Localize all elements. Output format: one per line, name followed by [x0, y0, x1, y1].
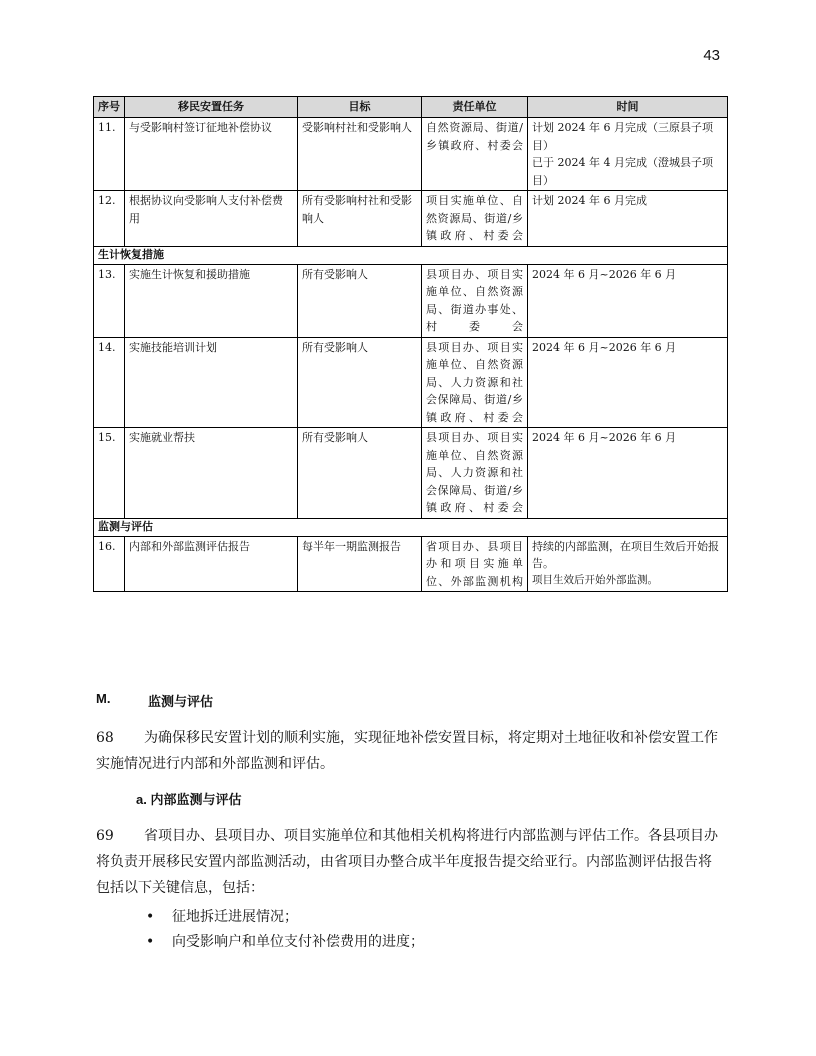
time-line: 2024 年 6 月~2026 年 6 月	[532, 431, 677, 444]
row-task: 根据协议向受影响人支付补偿费用	[125, 191, 298, 247]
row-target: 所有受影响人	[298, 337, 422, 428]
row-time	[528, 191, 728, 247]
time-line: 项目生效后开始外部监测。	[532, 573, 658, 586]
time-line: 计划 2024 年 6 月完成（三原县子项目）	[532, 121, 713, 152]
row-no: 11.	[94, 118, 125, 191]
paragraph-68	[96, 725, 720, 777]
row-unit: 县项目办、项目实施单位、自然资源局、街道办事处、村委会	[422, 264, 528, 337]
row-unit: 项目实施单位、自然资源局、街道/乡镇政府、村委会	[422, 191, 528, 247]
header-time: 时间	[528, 97, 728, 118]
table-row	[94, 428, 728, 519]
paragraph-text: 为确保移民安置计划的顺利实施，实现征地补偿安置目标，将定期对土地征收和补偿安置工作实施情况进行内部和外部监测和评估。	[96, 730, 718, 772]
paragraph-number: 69	[96, 828, 114, 844]
row-time	[528, 337, 728, 428]
row-target: 受影响村社和受影响人	[298, 118, 422, 191]
row-target: 所有受影响村社和受影响人	[298, 191, 422, 247]
header-unit: 责任单位	[422, 97, 528, 118]
table-row	[94, 118, 728, 191]
section-title: 监测与评估	[94, 518, 728, 536]
paragraph-text: 省项目办、县项目办、项目实施单位和其他相关机构将进行内部监测与评估工作。各县项目办将负责开展移民安置内部监测活动，由省项目办整合成半年度报告提交给亚行。内部监测评估报告将包括以下关键信息，包括：	[96, 828, 718, 896]
time-line: 已于 2024 年 4 月完成（澄城县子项目）	[532, 156, 713, 187]
row-task: 实施生计恢复和援助措施	[125, 264, 298, 337]
row-task: 与受影响村签订征地补偿协议	[125, 118, 298, 191]
row-task: 实施就业帮扶	[125, 428, 298, 519]
header-task: 移民安置任务	[125, 97, 298, 118]
section-title: 监测与评估	[148, 694, 214, 709]
row-no: 13.	[94, 264, 125, 337]
subsection-heading: a. 内部监测与评估	[136, 792, 242, 807]
table-row	[94, 191, 728, 247]
row-target: 每半年一期监测报告	[298, 536, 422, 592]
section-row	[94, 518, 728, 536]
row-task: 实施技能培训计划	[125, 337, 298, 428]
bullet-icon: •	[146, 909, 155, 925]
paragraph-number: 68	[96, 730, 114, 746]
row-no: 12.	[94, 191, 125, 247]
row-target: 所有受影响人	[298, 264, 422, 337]
row-no: 16.	[94, 536, 125, 592]
row-time	[528, 428, 728, 519]
row-unit: 自然资源局、街道/乡镇政府、村委会	[422, 118, 528, 191]
list-item	[146, 930, 424, 955]
page-number: 43	[703, 47, 720, 64]
resettlement-plan-table	[93, 96, 728, 592]
time-line: 计划 2024 年 6 月完成	[532, 194, 647, 207]
table-row	[94, 264, 728, 337]
row-no: 14.	[94, 337, 125, 428]
row-unit: 县项目办、项目实施单位、自然资源局、人力资源和社会保障局、街道/乡镇政府、村委会	[422, 337, 528, 428]
section-row	[94, 246, 728, 264]
row-time	[528, 118, 728, 191]
list-item-text: 征地拆迁进展情况；	[172, 909, 298, 925]
row-target: 所有受影响人	[298, 428, 422, 519]
header-no: 序号	[94, 97, 125, 118]
list-item	[146, 905, 424, 930]
bullet-list	[146, 905, 424, 955]
list-item-text: 向受影响户和单位支付补偿费用的进度；	[172, 934, 424, 950]
time-line: 持续的内部监测，在项目生效后开始报告。	[532, 539, 719, 570]
section-title: 生计恢复措施	[94, 246, 728, 264]
time-line: 2024 年 6 月~2026 年 6 月	[532, 267, 677, 281]
row-unit: 省项目办、县项目办和项目实施单位、外部监测机构	[422, 536, 528, 592]
row-time	[528, 264, 728, 337]
bullet-icon: •	[146, 934, 155, 950]
row-task: 内部和外部监测评估报告	[125, 536, 298, 592]
section-heading-m	[96, 691, 214, 709]
row-time	[528, 536, 728, 592]
row-no: 15.	[94, 428, 125, 519]
section-label: M.	[96, 691, 111, 706]
row-unit: 县项目办、项目实施单位、自然资源局、人力资源和社会保障局、街道/乡镇政府、村委会	[422, 428, 528, 519]
time-line: 2024 年 6 月~2026 年 6 月	[532, 340, 677, 354]
table-row	[94, 536, 728, 592]
table-row	[94, 337, 728, 428]
table-header-row	[94, 97, 728, 118]
header-target: 目标	[298, 97, 422, 118]
paragraph-69	[96, 823, 720, 901]
